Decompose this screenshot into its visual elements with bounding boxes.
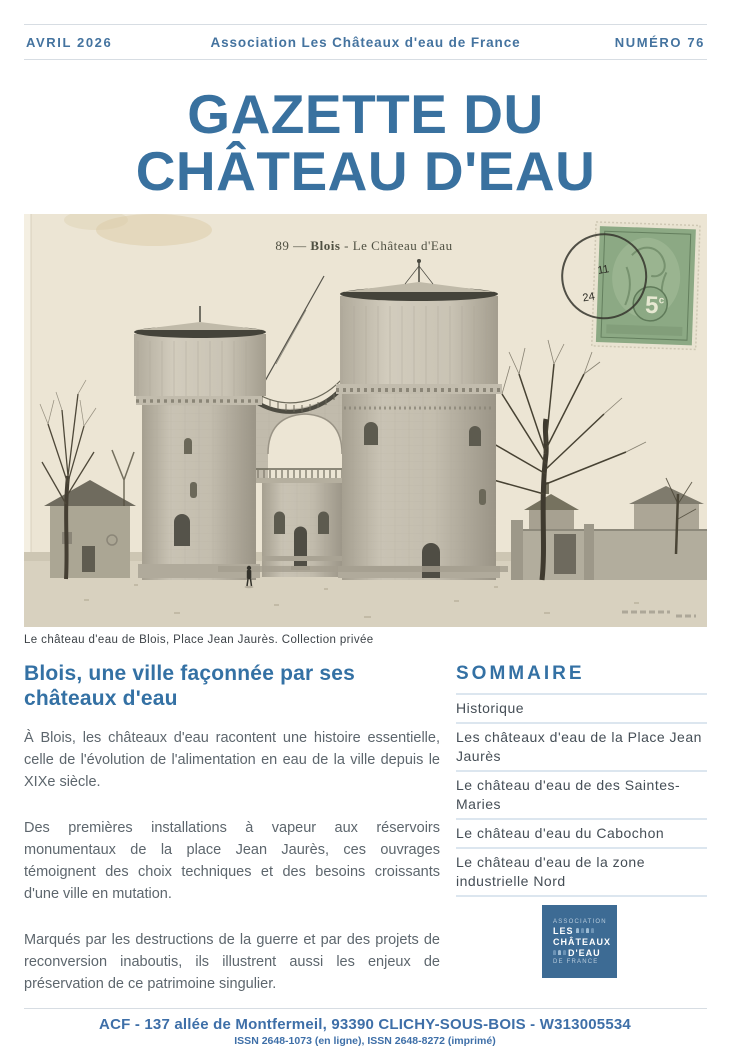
article-paragraph: À Blois, les châteaux d'eau racontent une histoire essentielle, celle de l'évolution de l'alimentation en eau de la ville depuis le XIXe siècle. <box>24 730 440 791</box>
postcard-number: 89 — <box>275 238 311 254</box>
stamp-digit: 5 <box>644 291 660 320</box>
sommaire-item-historique[interactable]: Historique <box>456 695 707 724</box>
water-tower-right <box>336 259 502 580</box>
sommaire-item-cabochon[interactable]: Le château d'eau du Cabochon <box>456 820 707 849</box>
stamp-unit: c <box>658 295 665 307</box>
tower-glyph-icon <box>576 928 579 933</box>
association-name: Association Les Châteaux d'eau de France <box>210 35 521 50</box>
postcard-caption <box>275 238 452 253</box>
lead-article <box>24 662 440 1019</box>
postcard-illustration <box>24 214 707 627</box>
logo-line-de-france: DE FRANCE <box>553 958 599 965</box>
sommaire-panel <box>456 662 707 1019</box>
newsletter-page <box>0 24 730 1019</box>
postcard-photo <box>24 214 707 627</box>
pump-house <box>262 483 344 577</box>
sommaire-item-zone-industrielle[interactable]: Le château d'eau de la zone industrielle Nord <box>456 849 707 897</box>
postcard-city: Blois <box>310 238 341 254</box>
association-logo <box>542 905 617 978</box>
title-line-2: CHÂTEAU D'EAU <box>135 139 596 202</box>
content-columns <box>24 662 707 1019</box>
logo-line-les: LES <box>553 925 574 936</box>
sommaire-list <box>456 693 707 897</box>
tower-glyph-icon <box>586 928 589 933</box>
tower-glyph-icon <box>558 950 561 955</box>
tower-glyph-icon <box>553 950 556 955</box>
tower-glyph-icon <box>581 928 584 933</box>
article-paragraph: Des premières installations à vapeur aux réservoirs monumentaux de la place Jean Jaurès, ces ouvrages témoignent des choix techniques et des besoins croissants d'une ville en mutation. <box>24 820 440 903</box>
issue-number: NUMÉRO 76 <box>614 35 705 50</box>
article-paragraph: Marqués par les destructions de la guerre et par des projets de reconversion inaboutis, ils illustrent aussi les enjeux de préservation de ce patrimoine singulier. <box>24 932 440 993</box>
logo-line-chateaux: CHÂTEAUX <box>553 936 612 947</box>
footer-address: ACF - 137 allée de Montfermeil, 93390 CLICHY-SOUS-BOIS - W313005534 <box>99 1016 631 1033</box>
sommaire-item-saintes-maries[interactable]: Le château d'eau de des Saintes-Maries <box>456 772 707 820</box>
footer-rule <box>24 1008 707 1009</box>
page-title <box>24 83 707 202</box>
logo-line-association: ASSOCIATION <box>553 918 607 925</box>
postmark-day: 11 <box>596 263 611 278</box>
article-heading: Blois, une ville façonnée par ses châteaux d'eau <box>24 662 356 710</box>
footer-issn: ISSN 2648-1073 (en ligne), ISSN 2648-8272 (imprimé) <box>234 1035 496 1047</box>
masthead-rule-bottom <box>24 59 707 60</box>
sommaire-heading: SOMMAIRE <box>456 663 585 685</box>
postcard-subtitle: - Le Château d'Eau <box>340 238 453 254</box>
tower-glyph-icon <box>591 928 594 933</box>
base-band <box>218 566 508 572</box>
issue-date: AVRIL 2026 <box>26 35 113 50</box>
tower-glyph-icon <box>563 950 566 955</box>
sommaire-item-place-jean-jaures[interactable]: Les châteaux d'eau de la Place Jean Jaurès <box>456 724 707 772</box>
masthead <box>24 25 707 59</box>
water-tower-left <box>134 306 266 580</box>
postmark-year: 24 <box>581 290 596 305</box>
title-line-1: GAZETTE DU <box>187 83 544 145</box>
page-footer <box>0 1008 730 1047</box>
photo-caption: Le château d'eau de Blois, Place Jean Jaurès. Collection privée <box>24 634 374 647</box>
logo-line-deau: D'EAU <box>568 947 601 958</box>
